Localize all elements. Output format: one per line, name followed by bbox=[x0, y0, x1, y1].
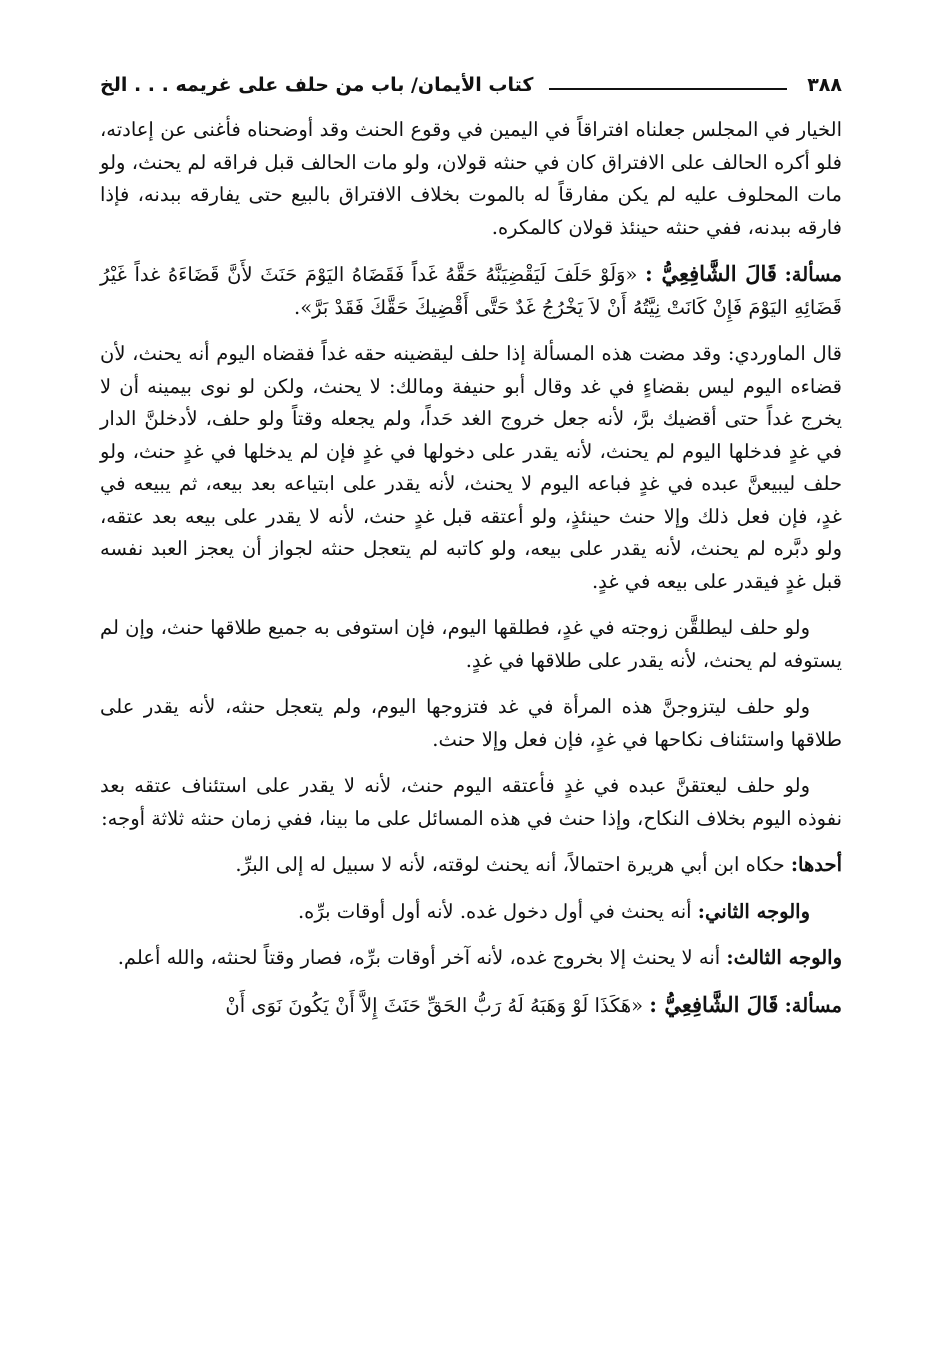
masala-label: مسألة: bbox=[784, 993, 842, 1017]
masala-label: مسألة: bbox=[784, 263, 842, 286]
paragraph-text: أنه يحنث في أول دخول غده. لأنه أول أوقات برِّه. bbox=[297, 899, 692, 923]
opinion-paragraph bbox=[100, 849, 842, 882]
paragraph-text: ولو حلف ليتزوجنَّ هذه المرأة في غد فتزوجها اليوم، ولم يتعجل حنثه، لأنه يقدر على طلاقها واستئناف نكاحها في غدٍ، فإن فعل وإلا حنث. bbox=[100, 695, 842, 751]
commentary-paragraph bbox=[100, 338, 842, 598]
running-header bbox=[100, 66, 842, 104]
quoted-text: «هَكَذَا لَوْ وَهَبَهُ لَهُ رَبُّ الحَقِّ حَنَثَ إِلاَّ أَنْ يَكُونَ نَوَى أَنْ bbox=[225, 993, 644, 1017]
opinion-label: والوجه الثاني: bbox=[697, 899, 810, 923]
paragraph bbox=[100, 770, 842, 835]
opinion-paragraph bbox=[100, 896, 842, 929]
header-rule bbox=[549, 88, 787, 90]
paragraph-text: الخيار في المجلس جعلناه افتراقاً في اليمين في وقوع الحنث وقد أوضحناه فأغنى عن إعادته، فلو أكره الحالف على الافتراق كان في حنثه قولان، ولو مات الحالف قبل فراقه لم يحنث، ولو مات المحلوف عليه لم يكن مفارقاً له بالموت بخلاف الافتراق بالبيع حتى يفارقه ببدنه، فإذا فارقه ببدنه، ففي حنثه حينئذ قولان كالمكره. bbox=[100, 118, 842, 239]
opinion-label: أحدها: bbox=[790, 853, 842, 876]
book-page bbox=[100, 66, 842, 1036]
paragraph bbox=[100, 612, 842, 677]
paragraph-text: حكاه ابن أبي هريرة احتمالاً، أنه يحنث لوقته، لأنه لا سبيل له إلى البرِّ. bbox=[235, 853, 785, 876]
opinion-paragraph bbox=[100, 942, 842, 975]
masala-paragraph bbox=[100, 258, 842, 324]
paragraph-text: قال الماوردي: وقد مضت هذه المسألة إذا حلف ليقضينه حقه غداً فقضاه اليوم أنه يحنث، لأن قضاءه اليوم ليس بقضاءٍ في غد وقال أبو حنيفة ومالك: لا يحنث، ولكن لو نوى بيمينه أن لا يخرج غداً حتى أقضيك برَّ، لأنه جعل خروج الغد حَداً، ولم يجعله وقتاً ولو حلف، لأدخلنَّ الدار في غدٍ فدخلها اليوم لم يحنث، لأنه يقدر على دخولها في غدٍ فإن لم يدخلها في غدٍ حنث، ولو حلف ليبيعنَّ عبده في غدٍ فباعه اليوم لا يحنث، لأنه يقدر على ابتياعه بعد بيعه، ثم يبيعه في غدٍ، فإن فعل ذلك وإلا حنث حينئذٍ، ولو أعتقه قبل غدٍ حنث، لأنه لا يقدر على بيعه بعد عتقه، ولو دبَّره لم يحنث، لأنه يقدر على بيعه، ولو كاتبه لم يتعجل حنثه لجواز أن يعجز العبد نفسه قبل غدٍ فيقدر على بيعه في غدٍ. bbox=[100, 342, 842, 593]
quoted-text: «وَلَوْ حَلَفَ لَيَقْضِيَنَّهُ حَقَّهُ غَداً فَقَضَاهُ اليَوْمَ حَنَثَ لأَنَّ قَضَاءَهُ غداً غَيْرُ قَضَائِهِ اليَوْمَ فَإِنْ كَانَتْ نِيَّتُهُ أَنْ لاَ يَخْرُجُ غَدٌ حَتَّى أَقْضِيكَ حَقَّكَ فَقَدْ بَرَّ». bbox=[100, 263, 842, 319]
paragraph-text: ولو حلف ليطلقَّن زوجته في غدٍ، فطلقها اليوم، فإن استوفى به جميع طلاقها حنث، وإن لم يستوفه لم يحنث، لأنه يقدر على طلاقها في غدٍ. bbox=[100, 616, 842, 672]
running-title: كتاب الأيمان/ باب من حلف على غريمه . . . الخ bbox=[100, 74, 534, 96]
page-number: ٣٨٨ bbox=[807, 74, 842, 96]
paragraph-text: أنه لا يحنث إلا بخروج غده، لأنه آخر أوقات برِّه، فصار وقتاً لحنثه، والله أعلم. bbox=[117, 946, 721, 969]
opinion-label: والوجه الثالث: bbox=[726, 946, 842, 969]
paragraph-text: ولو حلف ليعتقنَّ عبده في غدٍ فأعتقه اليوم حنث، لأنه لا يقدر على استئناف عتقه بعد نفوذه اليوم بخلاف النكاح، وإذا حنث في هذه المسائل على ما بينا، ففي زمان حنثه ثلاثة أوجه: bbox=[100, 774, 842, 830]
speaker-label: قَالَ الشَّافِعِيُّ : bbox=[645, 261, 777, 286]
masala-paragraph bbox=[100, 989, 842, 1023]
speaker-label: قَالَ الشَّافِعِيُّ : bbox=[649, 991, 779, 1017]
paragraph bbox=[100, 691, 842, 756]
paragraph-continuation bbox=[100, 114, 842, 244]
